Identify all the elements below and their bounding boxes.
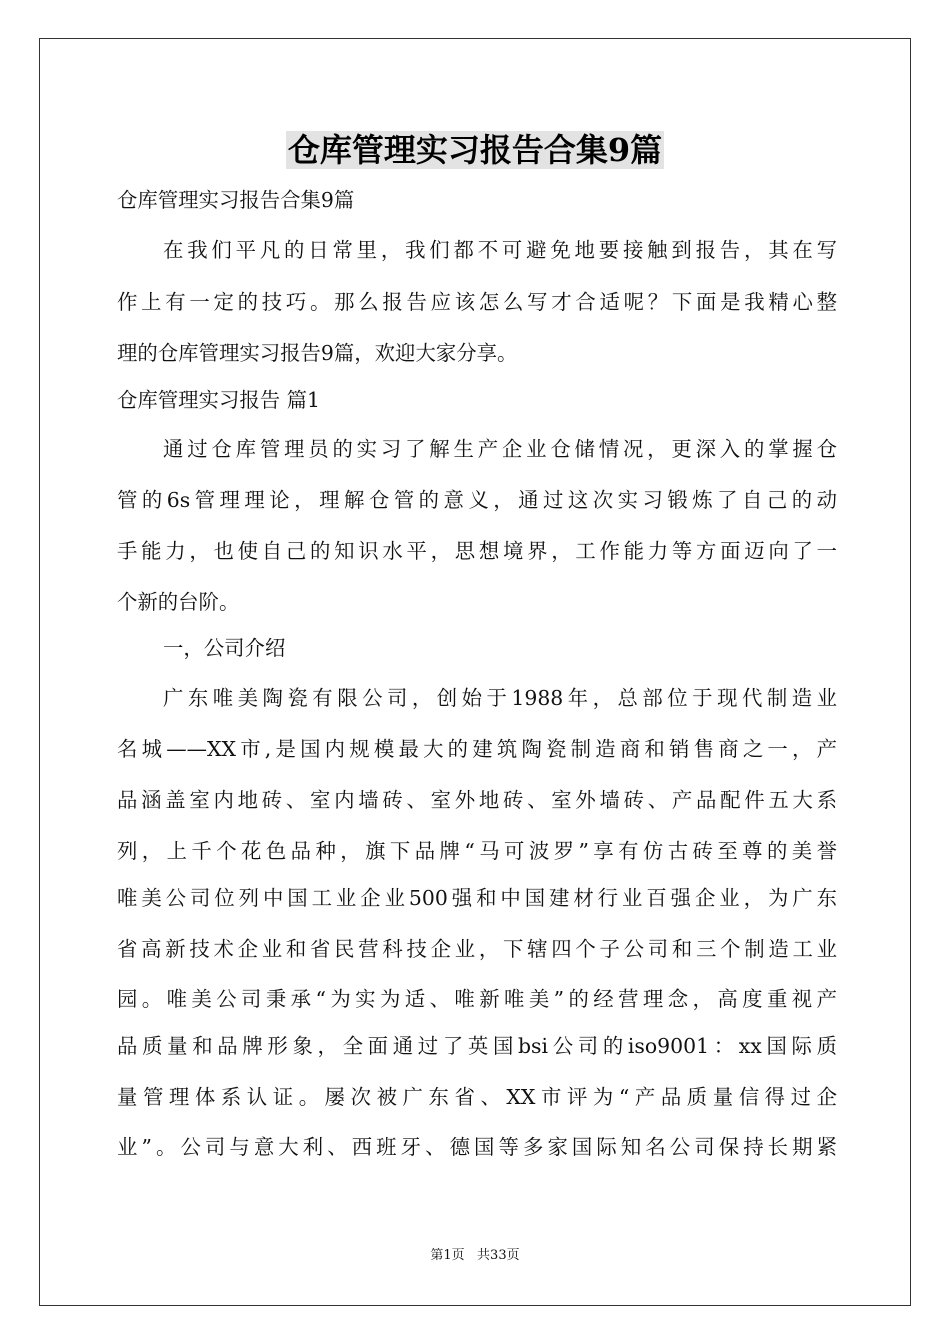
paragraph-line: 园。唯美公司秉承“为实为适、唯新唯美”的经营理念，高度重视产	[117, 987, 837, 1011]
document-title	[0, 127, 950, 173]
paragraph-line: 个新的台阶。	[117, 590, 240, 614]
page-number: 第1页 共33页	[430, 1248, 520, 1263]
paragraph-line: 广东唯美陶瓷有限公司，创始于1988年，总部位于现代制造业	[163, 686, 837, 710]
page-border	[39, 38, 911, 1306]
paragraph-line: 管的6s管理理论，理解仓管的意义，通过这次实习锻炼了自己的动	[117, 488, 837, 512]
paragraph-line: 唯美公司位列中国工业企业500强和中国建材行业百强企业，为广东	[117, 886, 837, 910]
section-heading: 仓库管理实习报告 篇1	[117, 388, 320, 412]
paragraph-line: 名城——XX市,是国内规模最大的建筑陶瓷制造商和销售商之一，产	[117, 737, 837, 761]
subtitle-line: 仓库管理实习报告合集9篇	[117, 188, 355, 212]
paragraph-line: 理的仓库管理实习报告9篇，欢迎大家分享。	[117, 341, 518, 365]
paragraph-line: 手能力，也使自己的知识水平，思想境界，工作能力等方面迈向了一	[117, 539, 837, 563]
paragraph-line: 业”。公司与意大利、西班牙、德国等多家国际知名公司保持长期紧	[117, 1135, 837, 1159]
paragraph-line: 作上有一定的技巧。那么报告应该怎么写才合适呢？下面是我精心整	[117, 290, 837, 314]
paragraph-line: 品涵盖室内地砖、室内墙砖、室外地砖、室外墙砖、产品配件五大系	[117, 788, 837, 812]
paragraph-line: 通过仓库管理员的实习了解生产企业仓储情况，更深入的掌握仓	[163, 437, 837, 461]
paragraph-line: 列，上千个花色品种，旗下品牌“马可波罗”享有仿古砖至尊的美誉	[117, 839, 837, 863]
document-title-text: 仓库管理实习报告合集9篇	[287, 131, 663, 169]
paragraph-line: 省高新技术企业和省民营科技企业，下辖四个子公司和三个制造工业	[117, 937, 837, 961]
paragraph-line: 在我们平凡的日常里，我们都不可避免地要接触到报告，其在写	[163, 238, 837, 262]
paragraph-line: 量管理体系认证。屡次被广东省、XX市评为“产品质量信得过企	[117, 1085, 837, 1109]
paragraph-line: 品质量和品牌形象，全面通过了英国bsi公司的iso9001：xx国际质	[117, 1034, 837, 1058]
subsection-heading: 一，公司介绍	[163, 636, 286, 660]
